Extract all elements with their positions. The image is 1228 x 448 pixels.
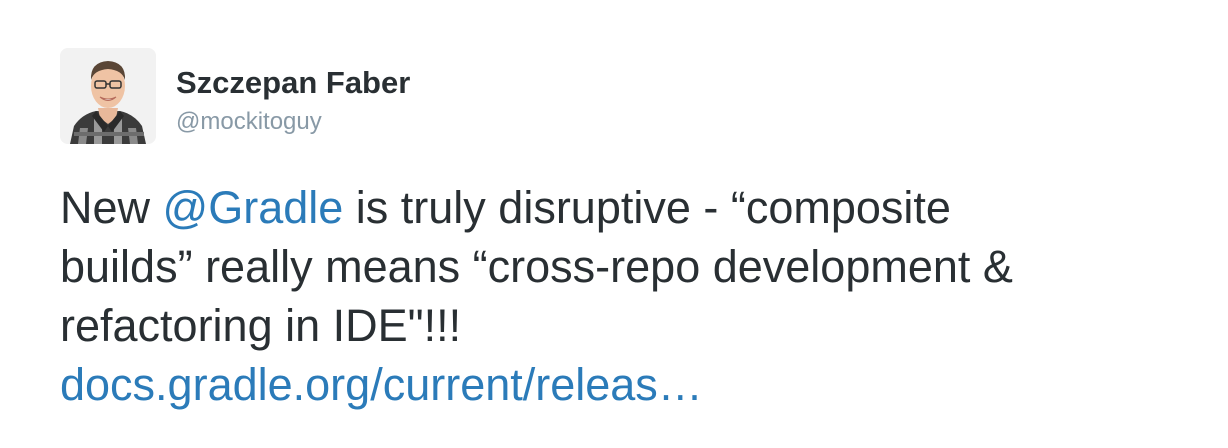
tweet-text-segment: is truly disruptive - “composite (343, 182, 951, 233)
avatar[interactable] (60, 48, 156, 144)
author-handle[interactable]: @mockitoguy (176, 108, 322, 135)
person-photo-avatar-icon (60, 48, 156, 144)
author-name[interactable]: Szczepan Faber (176, 65, 411, 100)
tweet-line-4 (60, 355, 1180, 414)
tweet-text (60, 178, 1180, 414)
url-link[interactable]: docs.gradle.org/current/releas… (60, 359, 703, 410)
tweet-line-3: refactoring in IDE"!!! (60, 300, 462, 351)
tweet-line-2: builds” really means “cross-repo development & (60, 241, 1013, 292)
tweet-line-1 (60, 178, 1180, 237)
tweet-text-segment: New (60, 182, 163, 233)
mention-link[interactable]: @Gradle (162, 182, 344, 233)
